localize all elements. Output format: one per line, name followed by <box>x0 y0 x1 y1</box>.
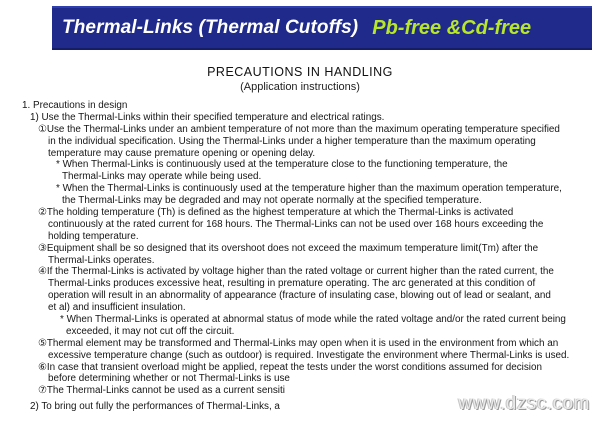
item-6-line: ⑥In case that transient overload might be applied, repeat the tests under the worst conditions assumed for decision <box>38 361 542 373</box>
item-7-line: ⑦The Thermal-Links cannot be used as a current sensiti <box>38 385 285 397</box>
item-1-line: ①Use the Thermal-Links under an ambient temperature of not more than the maximum operating temperature specified <box>38 123 560 135</box>
item-4-line: Thermal-Links produces excessive heat, resulting in premature operating. The arc generated at this condition of <box>48 278 536 290</box>
item-1-line: temperature may cause premature opening or opening delay. <box>48 147 316 159</box>
item-1-note: * When Thermal-Links is continuously used at the temperature close to the functioning temperature, the <box>56 159 508 171</box>
site-watermark: www.dzsc.com <box>458 393 590 414</box>
item-4-note: * When Thermal-Links is operated at abnormal status of mode while the rated voltage and/or the rated current being <box>60 314 566 326</box>
item-6-line: before determining whether or not Thermal-Links is use <box>48 373 290 385</box>
banner-tagline: Pb-free &Cd-free <box>372 16 532 39</box>
item-1-note: the Thermal-Links may be degraded and may not operate normally at the specified temperature. <box>62 195 482 207</box>
page-subtitle: (Application instructions) <box>240 81 360 93</box>
item-2-line: ②The holding temperature (Th) is defined as the highest temperature at which the Thermal-Links is activated <box>38 207 514 219</box>
banner-title: Thermal-Links (Thermal Cutoffs) <box>62 17 359 38</box>
item-1-line: in the individual specification. Using the Thermal-Links under a higher temperature than the maximum operating <box>48 135 536 147</box>
item-4-line: operation will result in an abnormality of appearance (fracture of insulating case, blowing out of lead or sealant, and <box>48 290 551 302</box>
item-2-line: continuously at the rated current for 168 hours. The Thermal-Links can not be used over 168 hours exceeding the <box>48 218 544 230</box>
item-5-line: ⑤Thermal element may be transformed and Thermal-Links may open when it is used in the environment from which an <box>38 337 559 349</box>
item-3-line: Thermal-Links operates. <box>48 254 155 266</box>
item-3-line: ③Equipment shall be so designed that its overshoot does not exceed the maximum temperature limit(Tm) after the <box>38 242 539 254</box>
item-4-line: et al) and insufficient insulation. <box>48 302 186 314</box>
item-4-note: exceeded, it may not cut off the circuit. <box>66 325 235 337</box>
item-4-line: ④If the Thermal-Links is activated by voltage higher than the rated voltage or current higher than the rated current, the <box>38 266 554 278</box>
item-1-note: * When the Thermal-Links is continuously used at the temperature higher than the maximum operation temperature, <box>56 183 562 195</box>
item-1-note: Thermal-Links may operate while being used. <box>62 171 262 183</box>
subsection-heading: 1) Use the Thermal-Links within their specified temperature and electrical ratings. <box>30 111 385 123</box>
document-body <box>0 100 600 426</box>
subsection-heading: 2) To bring out fully the performances of Thermal-Links, a <box>30 401 280 413</box>
item-5-line: excessive temperature change (such as outdoor) is required. Investigate the environment where Thermal-Links is used. <box>48 349 570 361</box>
title-banner <box>52 6 592 50</box>
page-title: PRECAUTIONS IN HANDLING <box>207 65 393 79</box>
section-heading: 1. Precautions in design <box>22 100 128 111</box>
item-2-line: holding temperature. <box>48 230 139 242</box>
